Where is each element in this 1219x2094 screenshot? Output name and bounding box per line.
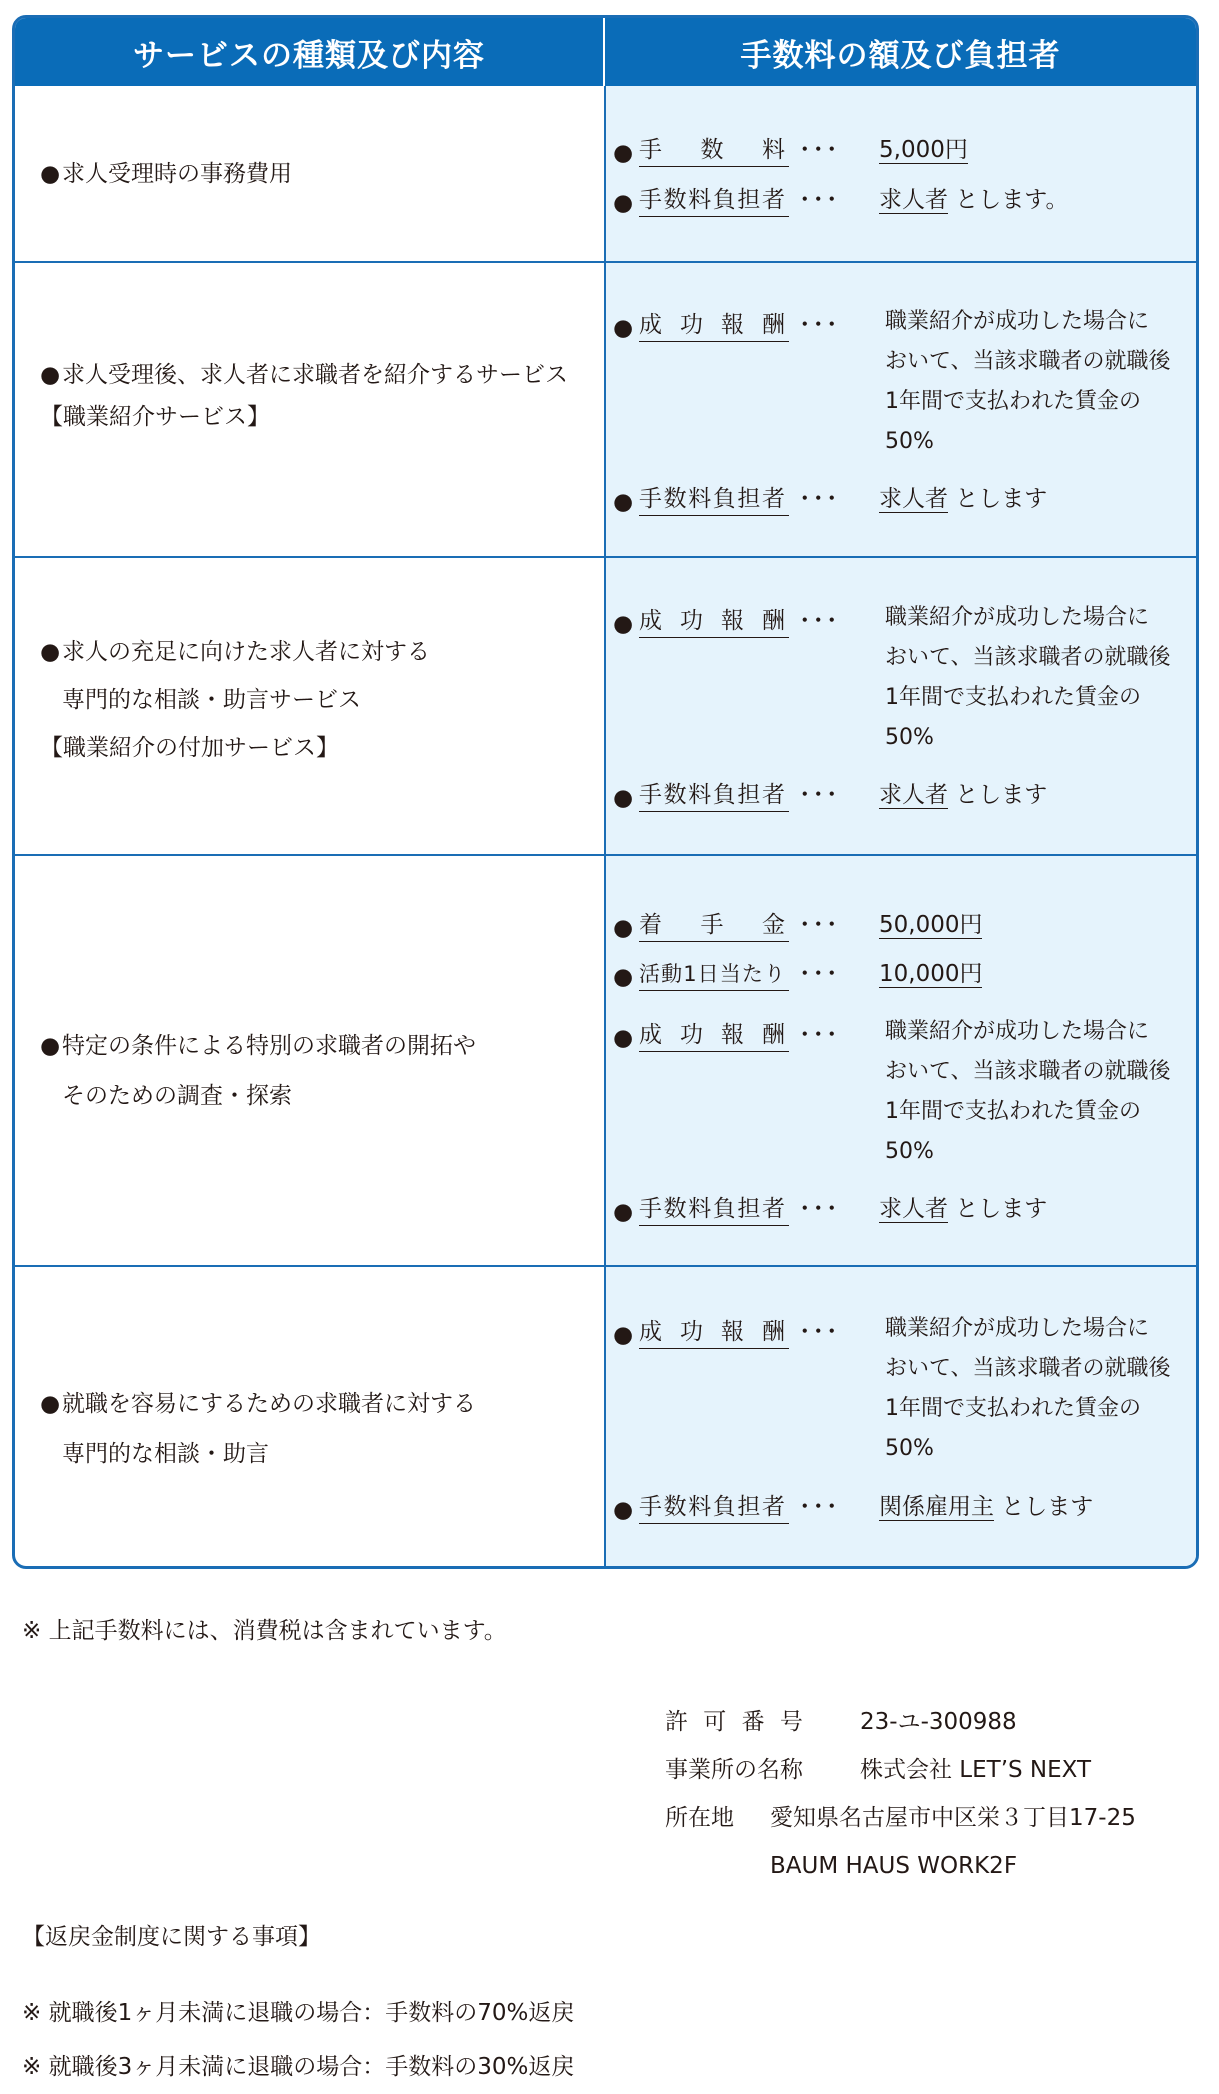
- bullet-icon: ●: [613, 1322, 634, 1348]
- burden-suffix: とします: [948, 782, 1048, 808]
- burden-label: 手数料負担者: [639, 1192, 789, 1226]
- burden-label: 手数料負担者: [639, 183, 789, 217]
- service-text: 就職を容易にするための求職者に対する: [62, 1391, 476, 1417]
- reward-desc-line: おいて、当該求職者の就職後: [885, 645, 1171, 670]
- burden-label: 手数料負担者: [639, 1490, 789, 1524]
- bullet-icon: ●: [613, 315, 634, 341]
- fee-burden: [613, 1490, 1093, 1530]
- fee-reward: [613, 1315, 879, 1355]
- reward-desc-line: 1年間で支払われた賃金の: [885, 389, 1141, 414]
- fee-burden: [613, 482, 1047, 522]
- service-text: 求人の充足に向けた求人者に対する: [62, 639, 430, 665]
- row-divider: [15, 556, 1196, 558]
- burden-label: 手数料負担者: [639, 482, 789, 516]
- bullet-icon: ●: [40, 362, 61, 388]
- fee-burden: [613, 1192, 1047, 1232]
- company-name-label: 事業所の名称: [665, 1757, 803, 1783]
- fee-value: 50,000円: [879, 912, 983, 938]
- leader-dots: ･･･: [799, 187, 840, 213]
- fee-reward: [613, 308, 879, 348]
- fee-reward: [613, 604, 879, 644]
- leader-dots: ･･･: [799, 912, 840, 938]
- bullet-icon: ●: [613, 140, 634, 166]
- burden-value: 求人者: [879, 1196, 948, 1222]
- burden-label: 手数料負担者: [639, 778, 789, 812]
- service-row-2: [40, 354, 568, 438]
- refund-line-2: ※ 就職後3ヶ月未満に退職の場合：手数料の30%返戻: [22, 2054, 575, 2080]
- reward-desc-line: 50%: [885, 1139, 934, 1164]
- leader-dots: ･･･: [799, 1022, 840, 1048]
- reward-label: 成 功 報 酬: [639, 308, 789, 342]
- service-row-1: [40, 153, 292, 195]
- fee-item: [613, 908, 982, 948]
- reward-label: 成 功 報 酬: [639, 1315, 789, 1349]
- service-text: 特定の条件による特別の求職者の開拓や: [62, 1033, 476, 1059]
- bullet-icon: ●: [40, 639, 61, 665]
- reward-description: [885, 302, 1195, 462]
- company-name-value: 株式会社 LET’S NEXT: [860, 1757, 1092, 1783]
- fee-label: 活動1日当たり: [639, 957, 789, 991]
- bullet-icon: ●: [613, 964, 634, 990]
- bullet-icon: ●: [40, 161, 61, 187]
- fee-value: 5,000円: [879, 137, 968, 163]
- fee-label: 着 手 金: [639, 908, 789, 942]
- reward-desc-line: 1年間で支払われた賃金の: [885, 1396, 1141, 1421]
- refund-line-1: ※ 就職後1ヶ月未満に退職の場合：手数料の70%返戻: [22, 2000, 575, 2026]
- reward-desc-line: 50%: [885, 1436, 934, 1461]
- header-fee-amount: 手数料の額及び負担者: [740, 37, 1061, 74]
- fee-value: 10,000円: [879, 961, 983, 987]
- reward-label: 成 功 報 酬: [639, 604, 789, 638]
- service-row-3: [40, 628, 430, 772]
- service-row-5: [40, 1379, 476, 1479]
- reward-description: [885, 598, 1195, 758]
- burden-value: 関係雇用主: [879, 1494, 994, 1520]
- service-row-4: [40, 1021, 476, 1121]
- fee-reward: [613, 1018, 879, 1058]
- row-divider: [15, 261, 1196, 263]
- leader-dots: ･･･: [799, 608, 840, 634]
- burden-suffix: とします。: [948, 187, 1069, 213]
- service-text: 求人受理時の事務費用: [62, 161, 292, 187]
- reward-desc-line: おいて、当該求職者の就職後: [885, 1059, 1171, 1084]
- company-info: [665, 1698, 1136, 1890]
- reward-desc-line: 職業紹介が成功した場合に: [885, 309, 1150, 334]
- reward-desc-line: おいて、当該求職者の就職後: [885, 349, 1171, 374]
- leader-dots: ･･･: [799, 137, 840, 163]
- reward-desc-line: 50%: [885, 429, 934, 454]
- reward-desc-line: 1年間で支払われた賃金の: [885, 1099, 1141, 1124]
- burden-suffix: とします: [994, 1494, 1094, 1520]
- reward-label: 成 功 報 酬: [639, 1018, 789, 1052]
- bullet-icon: ●: [613, 1199, 634, 1225]
- leader-dots: ･･･: [799, 1494, 840, 1520]
- reward-description: [885, 1309, 1195, 1469]
- tax-note: ※ 上記手数料には、消費税は含まれています。: [22, 1618, 507, 1644]
- column-divider: [604, 86, 606, 1566]
- address-label: 所在地: [665, 1805, 734, 1831]
- reward-desc-line: 1年間で支払われた賃金の: [885, 685, 1141, 710]
- bullet-icon: ●: [613, 489, 634, 515]
- bullet-icon: ●: [40, 1033, 61, 1059]
- reward-desc-line: 職業紹介が成功した場合に: [885, 605, 1150, 630]
- bullet-icon: ●: [613, 785, 634, 811]
- refund-title: 【返戻金制度に関する事項】: [22, 1924, 321, 1950]
- row-divider: [15, 854, 1196, 856]
- fee-item: [613, 133, 968, 173]
- leader-dots: ･･･: [799, 782, 840, 808]
- service-text: 求人受理後、求人者に求職者を紹介するサービス: [62, 362, 568, 388]
- burden-value: 求人者: [879, 782, 948, 808]
- bullet-icon: ●: [613, 190, 634, 216]
- license-label: 許 可 番 号: [665, 1709, 807, 1735]
- header-service-type: サービスの種類及び内容: [15, 18, 605, 86]
- table-header: [15, 18, 1196, 86]
- reward-description: [885, 1012, 1195, 1172]
- fee-item: [613, 957, 982, 997]
- bullet-icon: ●: [40, 1391, 61, 1417]
- row-divider: [15, 1265, 1196, 1267]
- leader-dots: ･･･: [799, 486, 840, 512]
- burden-value: 求人者: [879, 486, 948, 512]
- reward-desc-line: おいて、当該求職者の就職後: [885, 1356, 1171, 1381]
- service-text: 専門的な相談・助言: [62, 1441, 269, 1467]
- reward-desc-line: 50%: [885, 725, 934, 750]
- service-subtext: 【職業紹介サービス】: [40, 404, 270, 430]
- leader-dots: ･･･: [799, 312, 840, 338]
- leader-dots: ･･･: [799, 961, 840, 987]
- service-text: 専門的な相談・助言サービス: [62, 687, 361, 713]
- leader-dots: ･･･: [799, 1319, 840, 1345]
- fee-label: 手 数 料: [639, 133, 789, 167]
- service-subtext: 【職業紹介の付加サービス】: [40, 735, 339, 761]
- burden-value: 求人者: [879, 187, 948, 213]
- license-value: 23-ユ-300988: [860, 1709, 1017, 1735]
- bullet-icon: ●: [613, 1497, 634, 1523]
- reward-desc-line: 職業紹介が成功した場合に: [885, 1019, 1150, 1044]
- leader-dots: ･･･: [799, 1196, 840, 1222]
- burden-suffix: とします: [948, 1196, 1048, 1222]
- service-text: そのための調査・探索: [62, 1083, 292, 1109]
- address-value-2: BAUM HAUS WORK2F: [770, 1853, 1018, 1879]
- bullet-icon: ●: [613, 611, 634, 637]
- fee-table: [12, 15, 1199, 1569]
- fee-burden: [613, 183, 1068, 223]
- bullet-icon: ●: [613, 915, 634, 941]
- address-value: 愛知県名古屋市中区栄３丁目17-25: [770, 1805, 1136, 1831]
- reward-desc-line: 職業紹介が成功した場合に: [885, 1316, 1150, 1341]
- burden-suffix: とします: [948, 486, 1048, 512]
- fee-burden: [613, 778, 1047, 818]
- bullet-icon: ●: [613, 1025, 634, 1051]
